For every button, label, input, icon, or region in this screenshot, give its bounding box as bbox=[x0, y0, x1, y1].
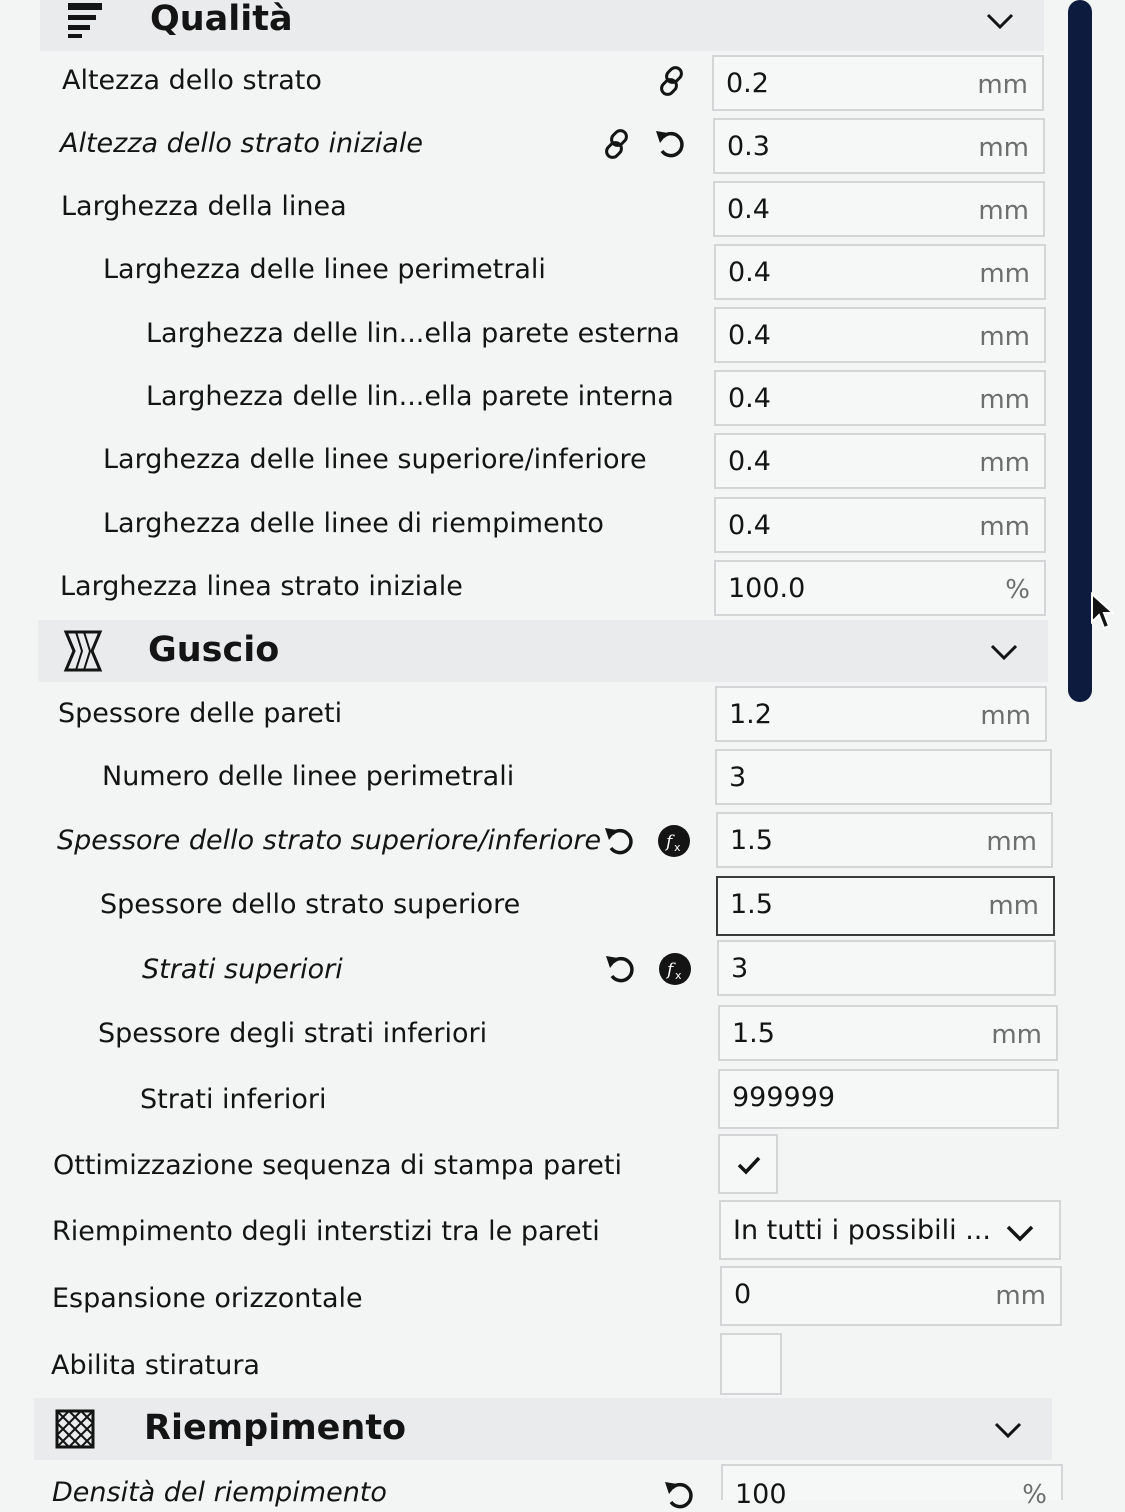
field-value: 0.4 bbox=[727, 194, 770, 225]
link-icon[interactable] bbox=[600, 127, 634, 161]
field-value: 0.4 bbox=[728, 257, 771, 288]
field-value: 0.4 bbox=[728, 320, 771, 351]
top-bottom-thickness-field[interactable] bbox=[716, 812, 1053, 868]
setting-label: Altezza dello strato bbox=[62, 65, 322, 96]
section-header-riempimento[interactable] bbox=[34, 1398, 1052, 1460]
field-value: 0.4 bbox=[728, 383, 771, 414]
outer-wall-line-width-field[interactable] bbox=[714, 307, 1046, 363]
field-unit: mm bbox=[979, 259, 1030, 289]
link-icon[interactable] bbox=[655, 64, 689, 98]
setting-label: Larghezza delle linee perimetrali bbox=[103, 254, 546, 285]
checkmark-icon bbox=[734, 1150, 764, 1180]
field-unit: mm bbox=[979, 385, 1030, 415]
field-unit: mm bbox=[978, 133, 1029, 163]
setting-label: Strati superiori bbox=[142, 954, 343, 985]
field-value: 0.4 bbox=[728, 446, 771, 477]
field-value: 0 bbox=[734, 1279, 752, 1310]
section-title-riempimento: Riempimento bbox=[144, 1408, 407, 1448]
field-value: 100.0 bbox=[728, 573, 806, 604]
setting-label: Spessore dello strato superiore/inferiore bbox=[57, 825, 602, 856]
setting-label: Larghezza linea strato iniziale bbox=[60, 571, 463, 602]
scrollbar-thumb[interactable] bbox=[1068, 0, 1092, 702]
field-unit: mm bbox=[979, 448, 1030, 478]
field-value: 1.2 bbox=[729, 699, 772, 730]
setting-label: Strati inferiori bbox=[140, 1084, 327, 1115]
horizontal-expansion-field[interactable] bbox=[720, 1266, 1062, 1326]
fill-gaps-dropdown[interactable] bbox=[719, 1200, 1061, 1260]
wall-line-width-field[interactable] bbox=[714, 244, 1046, 300]
mouse-cursor-icon bbox=[1090, 592, 1114, 632]
inner-wall-line-width-field[interactable] bbox=[714, 370, 1046, 426]
field-unit: mm bbox=[995, 1281, 1046, 1311]
field-unit: % bbox=[1005, 575, 1030, 605]
field-unit: mm bbox=[978, 196, 1029, 226]
bottom-layers-field[interactable] bbox=[718, 1069, 1059, 1129]
section-title-qualita: Qualità bbox=[150, 0, 293, 39]
chevron-down-icon[interactable] bbox=[992, 1414, 1024, 1446]
quality-bars-icon bbox=[64, 0, 106, 41]
top-layers-field[interactable] bbox=[717, 940, 1056, 996]
field-unit: mm bbox=[991, 1020, 1042, 1050]
field-value: 3 bbox=[731, 953, 749, 984]
field-value: 0.2 bbox=[726, 68, 769, 99]
field-value: 0.4 bbox=[728, 510, 771, 541]
section-header-qualita[interactable] bbox=[40, 0, 1044, 51]
field-value: 1.5 bbox=[730, 825, 773, 856]
setting-label: Spessore delle pareti bbox=[58, 698, 343, 729]
top-thickness-field[interactable] bbox=[716, 876, 1055, 936]
field-value: 0.3 bbox=[727, 131, 770, 162]
field-unit: mm bbox=[986, 827, 1037, 857]
setting-label: Larghezza delle linee superiore/inferiore bbox=[103, 444, 647, 475]
reset-icon[interactable] bbox=[603, 952, 637, 986]
function-icon[interactable] bbox=[657, 824, 691, 858]
infill-line-width-field[interactable] bbox=[714, 497, 1046, 553]
setting-label: Larghezza delle lin...ella parete esterna bbox=[146, 318, 680, 349]
reset-icon[interactable] bbox=[662, 1478, 696, 1512]
setting-label: Spessore dello strato superiore bbox=[100, 889, 521, 920]
reset-icon[interactable] bbox=[602, 824, 636, 858]
setting-label: Altezza dello strato iniziale bbox=[60, 128, 423, 159]
svg-text:f: f bbox=[667, 960, 674, 980]
field-unit: mm bbox=[979, 512, 1030, 542]
chevron-down-icon[interactable] bbox=[984, 5, 1016, 37]
section-title-guscio: Guscio bbox=[148, 630, 280, 670]
field-unit: mm bbox=[979, 322, 1030, 352]
field-unit: mm bbox=[988, 891, 1039, 921]
setting-label: Riempimento degli interstizi tra le pareti bbox=[52, 1216, 600, 1247]
dropdown-value: In tutti i possibili ... bbox=[733, 1215, 991, 1246]
svg-text:x: x bbox=[674, 841, 681, 854]
setting-label: Espansione orizzontale bbox=[52, 1283, 363, 1314]
initial-layer-line-width-field[interactable] bbox=[714, 560, 1046, 616]
top-bottom-line-width-field[interactable] bbox=[714, 433, 1046, 489]
field-value: 1.5 bbox=[732, 1018, 775, 1049]
function-icon[interactable] bbox=[658, 952, 692, 986]
setting-label: Numero delle linee perimetrali bbox=[102, 761, 515, 792]
bottom-thickness-field[interactable] bbox=[718, 1005, 1058, 1061]
wall-line-count-field[interactable] bbox=[715, 749, 1052, 805]
field-unit: % bbox=[1022, 1480, 1047, 1510]
initial-layer-height-field[interactable] bbox=[713, 118, 1045, 174]
section-header-guscio[interactable] bbox=[38, 620, 1048, 682]
setting-label: Larghezza della linea bbox=[61, 191, 347, 222]
chevron-down-icon bbox=[1005, 1218, 1035, 1248]
setting-label: Larghezza delle lin...ella parete interna bbox=[146, 381, 674, 412]
field-unit: mm bbox=[980, 701, 1031, 731]
reset-icon[interactable] bbox=[653, 127, 687, 161]
field-value: 999999 bbox=[732, 1082, 836, 1113]
svg-text:f: f bbox=[666, 832, 673, 852]
setting-label: Densità del riempimento bbox=[52, 1477, 387, 1508]
line-width-field[interactable] bbox=[713, 181, 1045, 237]
setting-label: Larghezza delle linee di riempimento bbox=[103, 508, 604, 539]
svg-text:x: x bbox=[675, 969, 682, 982]
setting-label: Spessore degli strati inferiori bbox=[98, 1018, 488, 1049]
optimize-wall-order-checkbox[interactable] bbox=[718, 1134, 778, 1194]
setting-label: Abilita stiratura bbox=[51, 1350, 260, 1381]
infill-density-field[interactable] bbox=[721, 1464, 1063, 1510]
field-unit: mm bbox=[977, 70, 1028, 100]
field-value: 100 bbox=[735, 1479, 787, 1510]
field-value: 1.5 bbox=[730, 889, 773, 920]
layer-height-field[interactable] bbox=[712, 55, 1044, 111]
setting-label: Ottimizzazione sequenza di stampa pareti bbox=[53, 1150, 622, 1181]
shell-icon bbox=[62, 630, 104, 672]
infill-icon bbox=[54, 1408, 96, 1450]
wall-thickness-field[interactable] bbox=[715, 686, 1047, 742]
enable-ironing-checkbox[interactable] bbox=[720, 1333, 782, 1395]
field-value: 3 bbox=[729, 762, 747, 793]
chevron-down-icon[interactable] bbox=[988, 636, 1020, 668]
